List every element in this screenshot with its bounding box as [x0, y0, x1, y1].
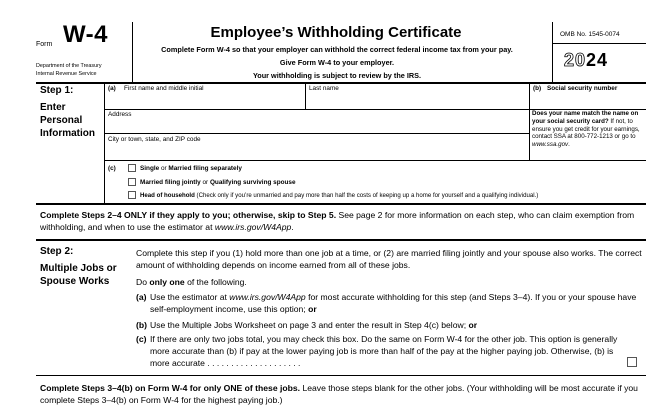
line-a-label: (a) — [108, 85, 116, 92]
mfj-bold: Married filing jointly — [140, 179, 201, 186]
option-c-leader-dots: . . . . . . . . . . . . . . . . . . . . — [207, 358, 301, 368]
instruction-line: Complete Form W-4 so that your employer can withhold the correct federal income tax from your pay. — [161, 45, 513, 54]
option-a-pre: Use the estimator at — [150, 292, 230, 302]
address-label: Address — [108, 111, 132, 118]
header-bottom-rule — [36, 82, 646, 84]
step1-subtitle: Enter Personal Information — [40, 102, 95, 139]
married-jointly-checkbox[interactable] — [128, 178, 136, 186]
single-option-label — [140, 165, 242, 172]
steps-note-bottom-rule — [36, 239, 646, 241]
form-title: Employee’s Withholding Certificate — [210, 24, 462, 41]
option-c-text — [150, 333, 628, 369]
form-number: W-4 — [63, 21, 109, 48]
single-bold: Single — [140, 165, 160, 172]
ssn-note-text: If not, to ensure you get credit for your earnings, contact SSA at 800-772-1213 or go to — [532, 117, 640, 141]
instruction-line: Your withholding is subject to review by the IRS. — [252, 71, 422, 80]
option-a-or: or — [308, 304, 317, 314]
steps-3-4b-note — [40, 382, 644, 406]
married-jointly-option-label — [140, 179, 296, 186]
omb-rule — [553, 43, 646, 44]
ssn-match-note — [532, 110, 644, 149]
city-state-zip-input[interactable] — [106, 144, 527, 158]
option-a-post: for most accurate withholding for this step (and Steps 3–4). If you or your spouse have self-employment income, use this option; — [150, 292, 637, 314]
option-c-body: If there are only two jobs total, you may check this box. Do the same on Form W-4 for the other job. This option is generally more accurate than (b) if pay at the lower paying job is more than half of the pay at the higher paying job. Otherwise, (b) is more accurate — [150, 334, 618, 368]
tax-year-prefix: 20 — [564, 50, 587, 70]
hoh-note: (Check only if you’re unmarried and pay more than half the costs of keeping up a home for yourself and a qualifying individual.) — [194, 192, 539, 199]
agency-line: Internal Revenue Service — [36, 71, 97, 77]
hoh-bold: Head of household — [140, 192, 195, 199]
row-rule-2 — [105, 133, 529, 134]
steps-note-end: . — [291, 222, 294, 232]
header-divider-right — [552, 22, 553, 83]
row-rule-3 — [105, 160, 646, 161]
step1-left-rule — [104, 83, 105, 203]
step1-title: Step 1: — [40, 85, 74, 96]
form-instructions — [132, 43, 542, 82]
ssn-label: Social security number — [547, 85, 618, 92]
step2-title: Step 2: — [40, 246, 74, 257]
do-pre: Do — [136, 277, 150, 287]
two-jobs-checkbox[interactable] — [627, 357, 637, 367]
step1-bottom-rule — [36, 203, 646, 205]
step2-intro: Complete this step if you (1) hold more than one job at a time, or (2) are married filing jointly and your spouse also works. The correct amount of withholding depends on income earned from all of these jobs. — [136, 248, 642, 270]
last-name-label: Last name — [309, 85, 339, 92]
bottom-note-text: Leave those steps blank for the other jobs. (Your withholding will be most accurate if you complete Steps 3–4(b) on Form W-4 for the highest paying job.) — [40, 383, 638, 405]
department — [36, 62, 136, 78]
line-c-label: (c) — [108, 165, 116, 172]
only-one-bold: only one — [149, 277, 185, 287]
w4app-link[interactable]: www.irs.gov/W4App — [214, 222, 292, 232]
form-label: Form — [36, 41, 53, 48]
ssa-link[interactable]: www.ssa.gov — [532, 141, 569, 149]
address-input[interactable] — [106, 119, 527, 132]
qss-bold: Qualifying surviving spouse — [209, 179, 296, 186]
do-post: of the following. — [184, 277, 247, 287]
ssn-note-end: . — [568, 141, 570, 149]
steps-note-bold: Complete Steps 2–4 ONLY if they apply to you; otherwise, skip to Step 5. — [40, 210, 337, 220]
married-separately-bold: Married filing separately — [168, 165, 242, 172]
single-checkbox[interactable] — [128, 164, 136, 172]
omb-number: OMB No. 1545-0074 — [560, 31, 620, 38]
head-of-household-option-label — [140, 192, 645, 199]
steps-2-4-note — [40, 209, 644, 233]
tax-year — [564, 50, 608, 71]
steps-note-text: See page 2 for more information on each step, who can claim exemption from withholding, and when to use the estimator at — [40, 210, 635, 232]
first-name-label: First name and middle initial — [124, 85, 204, 92]
step2-bottom-rule — [36, 375, 646, 376]
head-of-household-checkbox[interactable] — [128, 191, 136, 199]
department-line: Department of the Treasury — [36, 63, 102, 69]
last-name-input[interactable] — [307, 94, 527, 107]
option-b-or: or — [468, 320, 478, 330]
option-b-label: (b) — [136, 320, 147, 330]
bottom-note-bold: Complete Steps 3–4(b) on Form W-4 for only ONE of these jobs. — [40, 383, 301, 393]
name-divider — [305, 83, 306, 109]
tax-year-suffix: 24 — [586, 50, 609, 70]
instruction-line: Give Form W-4 to your employer. — [279, 58, 395, 67]
single-or: or — [159, 165, 169, 172]
option-a-text — [150, 291, 644, 315]
option-a-label: (a) — [136, 292, 147, 302]
option-b-body: Use the Multiple Jobs Worksheet on page 3 and enter the result in Step 4(c) below; — [150, 320, 469, 330]
estimator-link[interactable]: www.irs.gov/W4App — [229, 292, 306, 302]
first-name-input[interactable] — [106, 94, 304, 107]
option-b-text — [150, 319, 644, 331]
option-c-label: (c) — [136, 334, 147, 344]
mfj-or: or — [200, 179, 210, 186]
step2-do-one — [136, 276, 247, 288]
ssn-input[interactable] — [531, 94, 644, 107]
city-state-zip-label: City or town, state, and ZIP code — [108, 136, 201, 143]
ssn-note-bold: Does your name match the name on your social security card? — [532, 110, 639, 125]
ssn-divider — [529, 83, 530, 160]
line-b-label: (b) — [533, 85, 542, 92]
step2-subtitle: Multiple Jobs or Spouse Works — [40, 263, 117, 287]
